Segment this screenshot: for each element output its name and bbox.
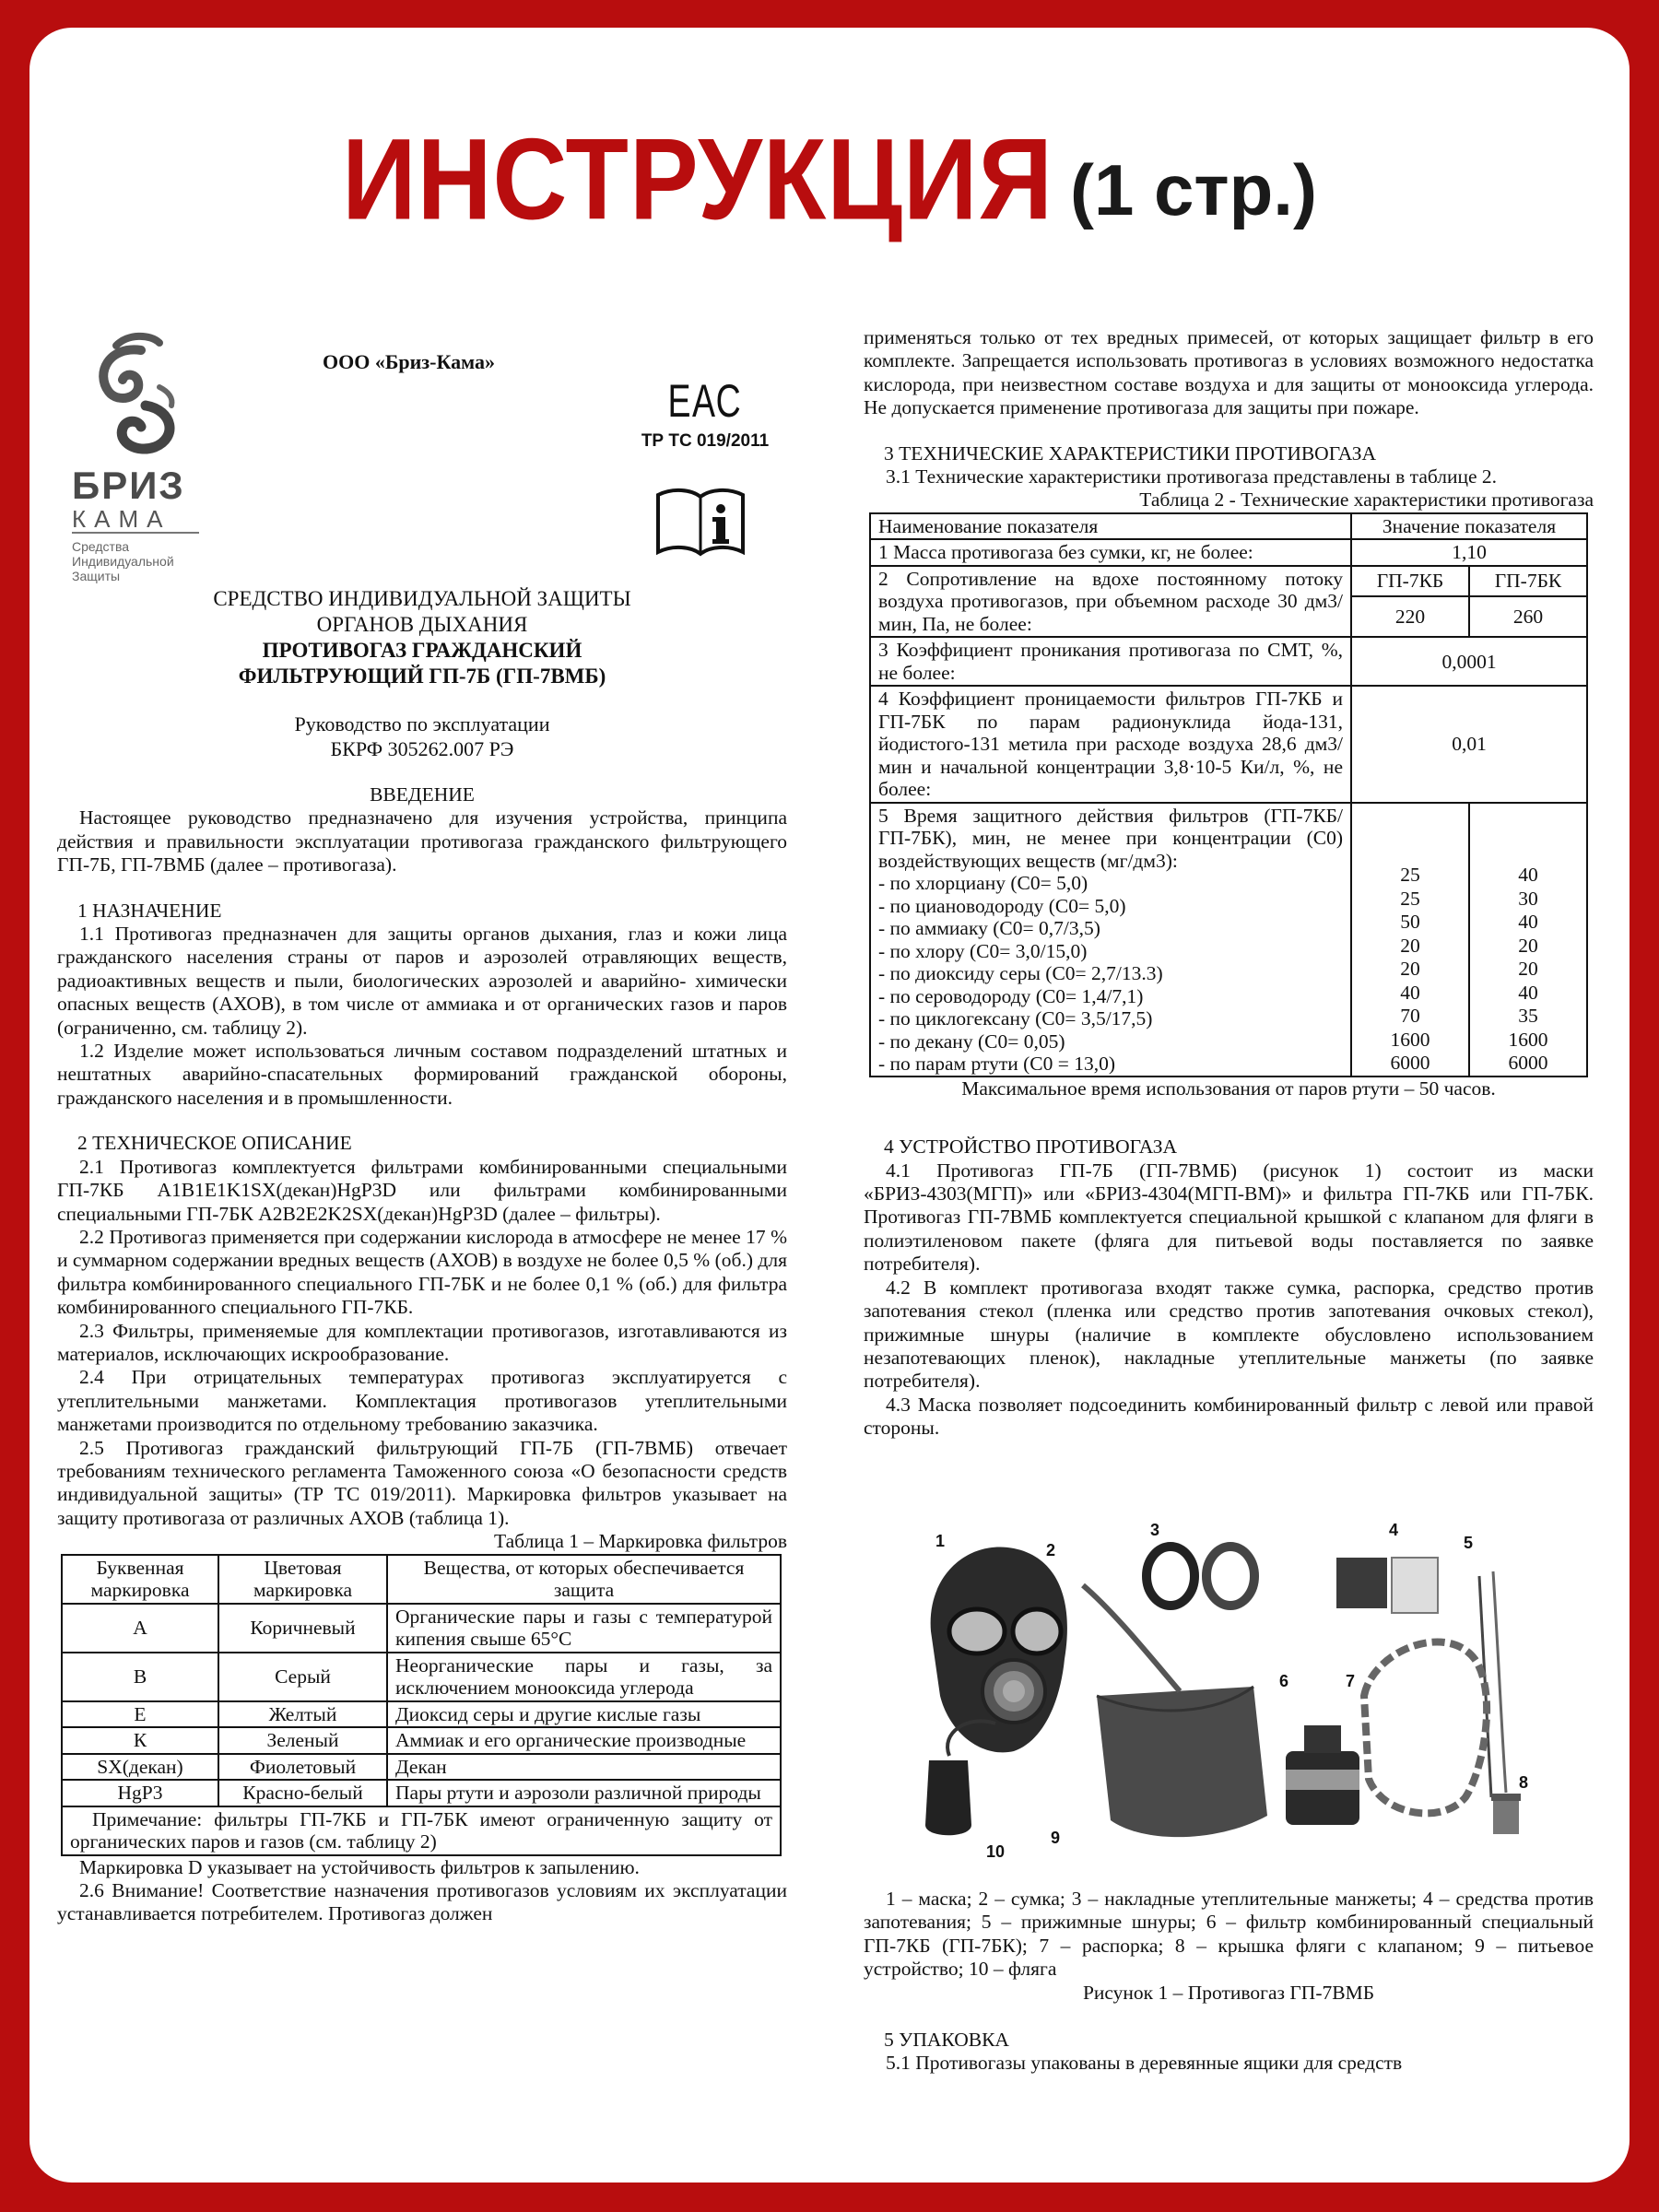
table-cell: К — [62, 1727, 218, 1754]
list-item: - по циклогексану (С0= 3,5/17,5) — [878, 1007, 1153, 1030]
table-row — [870, 637, 1587, 686]
table-2-caption: Таблица 2 - Технические характеристики противогаза — [1139, 488, 1594, 512]
table-row — [870, 513, 1587, 540]
table-1-filter-marking — [61, 1554, 782, 1856]
table-cell: 2 Сопротивление на вдохе постоянному потоку воздуха противогазов, при объемном расходе 30 дм3/мин, Па, не более: — [870, 566, 1351, 638]
section-5-heading: 5 УПАКОВКА — [884, 2029, 1009, 2052]
table-row — [62, 1754, 781, 1781]
table-row — [870, 686, 1587, 803]
table-cell: 40 30 40 20 20 40 35 1600 6000 — [1469, 803, 1587, 1077]
table-cell: Диоксид серы и другие кислые газы — [387, 1701, 781, 1728]
list-item: - по хлорциану (С0= 5,0) — [878, 872, 1088, 895]
figure-text — [864, 1888, 1594, 2076]
table-cell: HgP3 — [62, 1780, 218, 1806]
table-cell: Красно-белый — [218, 1780, 387, 1806]
spacer-icon — [1364, 1641, 1487, 1813]
table-cell: Коричневый — [218, 1604, 387, 1653]
figure-label: 6 — [1279, 1672, 1289, 1690]
logo-tagline: Средства Индивидуальной Защиты — [72, 539, 174, 583]
section-5-1: 5.1 Противогазы упакованы в деревянные ящики для средств — [886, 2052, 1403, 2075]
section-4-heading: 4 УСТРОЙСТВО ПРОТИВОГАЗА — [884, 1135, 1177, 1159]
table-header: Буквенная маркировка — [62, 1555, 218, 1604]
table-cell: Аммиак и его органические производные — [387, 1727, 781, 1754]
headline-title: ИНСТРУКЦИЯ — [342, 114, 1054, 244]
section-4-1: 4.1 Противогаз ГП-7Б (ГП-7ВМБ) (рисунок 1) состоит из маски «БРИЗ-4303(МГП)» или «БРИЗ-4304(МГП-ВМ)» и фильтра ГП-7КБ или ГП-7БК. Противогаз ГП-7ВМБ комплектуется специальной крышкой с клапаном для фляги в полиэтиленовом пакете (фляга для питьевой воды поставляется по заявке потребителя). — [864, 1159, 1594, 1276]
flask-icon — [925, 1760, 971, 1835]
table-cell: Фиолетовый — [218, 1754, 387, 1781]
cuff-icon — [1147, 1547, 1194, 1606]
section-4-3: 4.3 Маска позволяет подсоединить комбинированный фильтр с левой или правой стороны. — [864, 1393, 1594, 1440]
section-1-heading: 1 НАЗНАЧЕНИЕ — [77, 899, 222, 922]
doc-title-2: ОРГАНОВ ДЫХАНИЯ — [316, 613, 528, 636]
figure-label: 1 — [935, 1532, 946, 1550]
product-title-1: ПРОТИВОГАЗ ГРАЖДАНСКИЙ — [262, 639, 582, 662]
logo-name-bottom: КАМА — [72, 506, 199, 534]
table-cell: 1,10 — [1351, 539, 1587, 566]
cuff-icon — [1206, 1547, 1254, 1606]
list-item: - по аммиаку (С0= 0,7/3,5) — [878, 917, 1100, 940]
figure-label: 10 — [986, 1842, 1006, 1861]
briz-kama-logo — [72, 332, 210, 581]
table-cell: 5 Время защитного действия фильтров (ГП-7КБ/ГП-7БК), мин, не менее при концентрации (С0) воздействующих веществ (мг/дм3): - по хлорциану (С0= 5,0) - по циановодороду (С0= 5,0) - по аммиаку (С0= 0,7/3,5) - по хлору (С0= 3,0/15,0) - по диоксиду серы (С0= 2,7/13.3) - по сероводороду (С0= 1,4/7,1) - по циклогексану (С0= 3,5/17,5) - по декану (С0= 0,05) - по парам ртути (С0 = 13,0) — [870, 803, 1351, 1077]
table-header: Наименование показателя — [870, 513, 1351, 540]
table-cell: А — [62, 1604, 218, 1653]
table-cell: 0,01 — [1351, 686, 1587, 803]
manual-title: Руководство по эксплуатации — [294, 712, 550, 735]
figure-label: 8 — [1519, 1773, 1529, 1792]
table-1-note: Примечание: фильтры ГП-7КБ и ГП-7БК имеют ограниченную защиту от органических паров и газов (см. таблицу 2) — [62, 1806, 781, 1855]
figure-label: 7 — [1346, 1672, 1356, 1690]
antifog-icon — [1336, 1558, 1387, 1608]
table-row — [62, 1555, 781, 1604]
table-cell: SX(декан) — [62, 1754, 218, 1781]
read-manual-icon — [654, 484, 747, 558]
section-2-2: 2.2 Противогаз применяется при содержании кислорода в атмосфере не менее 17 % и суммарном содержании вредных веществ (АХОВ) в воздухе не более 0,5 % (об.) для фильтра комбинированного специального ГП-7БК и не более 0,1 % (об.) для фильтра комбинированного специального ГП-7КБ. — [57, 1225, 787, 1319]
section-2-1: 2.1 Противогаз комплектуется фильтрами комбинированными специальными ГП-7КБ A1B1E1K1SX(декан)HgP3D или фильтрами комбинированными специальными ГП-7БК A2B2E2K2SX(декан)HgP3D (далее – фильтры). — [57, 1155, 787, 1225]
marking-d-note: Маркировка D указывает на устойчивость фильтров к запылению. — [79, 1855, 640, 1878]
section-2-5: 2.5 Противогаз гражданский фильтрующий ГП-7Б (ГП-7ВМБ) отвечает требованиям технического регламента Таможенного союза «О безопасности средств индивидуальной защиты» (ТР ТС 019/2011). Маркировка фильтров указывает на защиту противогаза от различных АХОВ (таблица 1). — [57, 1436, 787, 1529]
filter-icon — [1286, 1725, 1359, 1825]
table-row — [870, 566, 1587, 597]
intro-text: Настоящее руководство предназначено для изучения устройства, принципа действия и правильности эксплуатации противогаза гражданского фильтрующего ГП-7Б, ГП-7ВМБ (далее – противогаза). — [57, 806, 787, 877]
page-headline — [0, 114, 1659, 244]
regulation-code: ТР ТС 019/2011 — [641, 431, 770, 451]
figure-legend: 1 – маска; 2 – сумка; 3 – накладные утеплительные манжеты; 4 – средства против запотевания; 5 – прижимные шнуры; 6 – фильтр комбинированный специальный ГП-7КБ (ГП-7БК); 7 – распорка; 8 – крышка фляги с клапаном; 9 – питьевое устройство; 10 – фляга — [864, 1888, 1594, 1981]
table-cell: Пары ртути и аэрозоли различной природы — [387, 1780, 781, 1806]
table-header: Цветовая маркировка — [218, 1555, 387, 1604]
table-header: Вещества, от которых обеспечивается защита — [387, 1555, 781, 1604]
table-row — [62, 1604, 781, 1653]
section-3-heading: 3 ТЕХНИЧЕСКИЕ ХАРАКТЕРИСТИКИ ПРОТИВОГАЗА — [884, 441, 1377, 465]
list-item: - по парам ртути (С0 = 13,0) — [878, 1053, 1116, 1076]
list-item: - по циановодороду (С0= 5,0) — [878, 894, 1126, 917]
figure-label: 2 — [1046, 1541, 1056, 1559]
table-row — [62, 1806, 781, 1855]
section-2-6-continued: применяться только от тех вредных примесей, от которых защищает фильтр в его комплекте. Запрещается использовать противогаз в условиях возможного недостатка кислорода, при неизвестном составе воздуха и для защиты от монооксида углерода. Не допускается применение противогаза для защиты при пожаре. — [864, 326, 1594, 419]
flask-cap-icon — [1491, 1794, 1521, 1834]
table-cell: 0,0001 — [1351, 637, 1587, 686]
table-cell: Серый — [218, 1653, 387, 1701]
section-2-4: 2.4 При отрицательных температурах противогаз эксплуатируется с утеплительными манжетами. Комплектация противогазов утеплительными манжетами производится по отдельному требованию заказчика. — [57, 1366, 787, 1436]
list-item: - по сероводороду (С0= 1,4/7,1) — [878, 984, 1144, 1007]
headline-page: (1 стр.) — [1070, 149, 1317, 230]
table-cell: ГП-7КБ — [1351, 566, 1469, 597]
gas-mask-icon — [931, 1547, 1067, 1752]
table-cell: В — [62, 1653, 218, 1701]
figure-label: 5 — [1464, 1534, 1474, 1552]
right-column — [864, 326, 1594, 1441]
table-cell: Желтый — [218, 1701, 387, 1728]
figure-caption: Рисунок 1 – Противогаз ГП-7ВМБ — [1082, 1981, 1375, 2004]
table-row — [62, 1727, 781, 1754]
manual-code: БКРФ 305262.007 РЭ — [330, 737, 514, 760]
section-2-3: 2.3 Фильтры, применяемые для комплектации противогазов, изготавливаются из материалов, исключающих искрообразование. — [57, 1319, 787, 1365]
section-3-1: 3.1 Технические характеристики противогаза представлены в таблице 2. — [886, 465, 1498, 488]
eac-mark: ЕАС — [667, 375, 743, 427]
table-cell: 1 Масса противогаза без сумки, кг, не более: — [870, 539, 1351, 566]
table-cell: 4 Коэффициент проницаемости фильтров ГП-7КБ и ГП-7БК по парам радионуклида йода-131, йодистого-131 метила при расходе воздуха 28,6 дм3/мин и начальной концентрации 3,8·10-5 Ки/л, %, не более: — [870, 686, 1351, 803]
list-item: - по диоксиду серы (С0= 2,7/13.3) — [878, 962, 1163, 985]
doc-title-1: СРЕДСТВО ИНДИВИДУАЛЬНОЙ ЗАЩИТЫ — [213, 587, 631, 610]
table-row — [62, 1701, 781, 1728]
table-cell: 25 25 50 20 20 40 70 1600 6000 — [1351, 803, 1469, 1077]
mercury-max-time: Максимальное время использования от паров ртути – 50 часов. — [961, 1077, 1496, 1100]
table-cell: 220 — [1351, 596, 1469, 637]
logo-name-top: БРИЗ — [72, 464, 185, 507]
table-2-specs — [869, 512, 1588, 1077]
company-name: ООО «Бриз-Кама» — [323, 350, 495, 373]
figure-label: 3 — [1150, 1521, 1160, 1539]
section-4-2: 4.2 В комплект противогаза входят также сумка, распорка, средство против запотевания стекол (пленка или средство против запотевания очковых стекол), прижимные шнуры (наличие в комплекте обусловлено использованием незапотевающих пленок), накладные утеплительные манжеты (по заявке потребителя). — [864, 1276, 1594, 1393]
table-header: Значение показателя — [1351, 513, 1587, 540]
figure-label: 4 — [1389, 1521, 1399, 1539]
product-title-2: ФИЛЬТРУЮЩИЙ ГП-7Б (ГП-7ВМБ) — [238, 665, 606, 688]
table-cell: 260 — [1469, 596, 1587, 637]
table-cell: Е — [62, 1701, 218, 1728]
section-2-heading: 2 ТЕХНИЧЕСКОЕ ОПИСАНИЕ — [77, 1132, 352, 1155]
table-cell: Декан — [387, 1754, 781, 1781]
table-row — [870, 539, 1587, 566]
dolphin-logo-icon — [72, 332, 210, 461]
table-cell: Зеленый — [218, 1727, 387, 1754]
list-item: - по хлору (С0= 3,0/15,0) — [878, 939, 1088, 962]
section-1-1: 1.1 Противогаз предназначен для защиты органов дыхания, глаз и кожи лица гражданского населения страны от паров и аэрозолей отравляющих веществ, радиоактивных веществ и пыли, биологических аэрозолей и аварийно- химически опасных веществ (АХОВ), в том числе от аммиака и от органических газов и паров (ограниченно, см. таблицу 2). — [57, 923, 787, 1039]
figure-label: 9 — [1051, 1829, 1061, 1847]
list-item: - по декану (С0= 0,05) — [878, 1030, 1065, 1053]
table-row — [62, 1653, 781, 1701]
table-cell: Органические пары и газы с температурой кипения свыше 65°С — [387, 1604, 781, 1653]
section-2-6: 2.6 Внимание! Соответствие назначения противогазов условиям их эксплуатации устанавливается потребителем. Противогаз должен — [57, 1879, 787, 1925]
left-column — [57, 586, 787, 1926]
table-row — [870, 803, 1587, 1077]
table-cell: Неорганические пары и газы, за исключением монооксида углерода — [387, 1653, 781, 1701]
table-cell: ГП-7БК — [1469, 566, 1587, 597]
table-row — [62, 1780, 781, 1806]
table-cell: 3 Коэффициент проникания противогаза по СМТ, %, не более: — [870, 637, 1351, 686]
gas-mask-kit-figure — [912, 1521, 1558, 1871]
table-1-caption: Таблица 1 – Маркировка фильтров — [494, 1530, 787, 1553]
section-1-2: 1.2 Изделие может использоваться личным составом подразделений штатных и нештатных аварийно-спасательных формирований гражданской обороны, гражданского населения и в промышленности. — [57, 1040, 787, 1109]
intro-heading: ВВЕДЕНИЕ — [370, 783, 475, 806]
eac-certification — [636, 374, 774, 452]
